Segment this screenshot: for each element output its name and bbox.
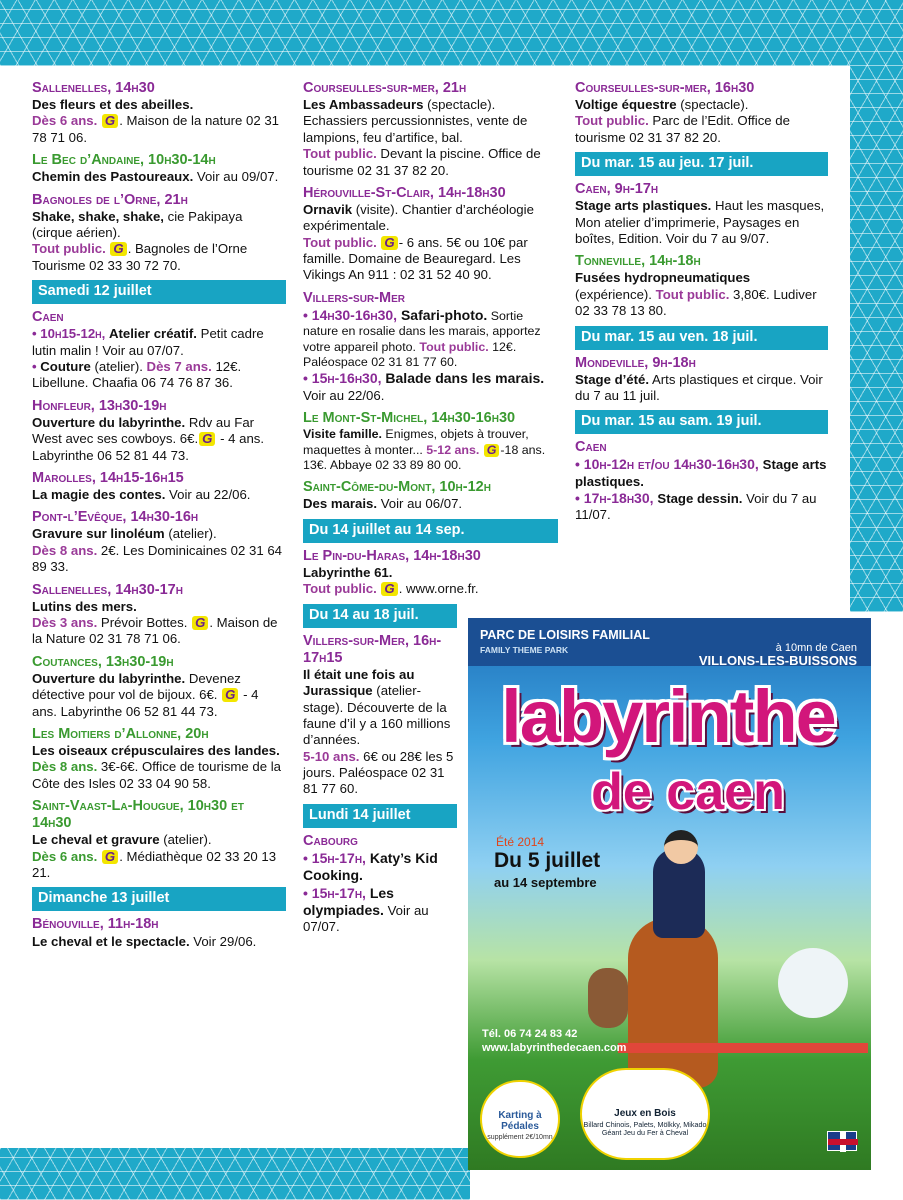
event: [303, 290, 558, 404]
ad-date-start: Du 5 juillet: [494, 849, 601, 872]
event-details: • 15h-17h, Katy’s Kid Cooking.: [303, 849, 438, 884]
event-details: Voltige équestre (spectacle). Tout public. Parc de l’Edit. Office de tourisme 02 31 37 82 20.: [575, 97, 790, 145]
event: [303, 479, 558, 512]
event: [575, 80, 828, 146]
column-3: [575, 80, 828, 530]
event-place: Sallenelles, 14h30: [32, 80, 155, 96]
event-place: Saint-Vaast-La-Hougue, 10h30 et 14h30: [32, 798, 244, 832]
ad-park-title: PARC DE LOISIRS FAMILIAL: [480, 628, 650, 642]
event: [32, 152, 286, 185]
event: [32, 798, 286, 881]
date-header: Lundi 14 juillet: [303, 804, 457, 828]
free-under-badge: G: [199, 432, 215, 446]
event-place: Pont-l’Evêque, 14h30-16h: [32, 509, 199, 526]
event-details: • 15h-17h, Les olympiades. Voir au 07/07.: [303, 884, 429, 935]
event: [303, 80, 558, 179]
free-under-badge: G: [222, 688, 238, 702]
date-header: Dimanche 13 juillet: [32, 887, 286, 911]
event-place: Caen, 9h-17h: [575, 181, 659, 198]
date-header: Du mar. 15 au jeu. 17 juil.: [575, 152, 828, 176]
event-place: Bénouville, 11h-18h: [32, 916, 159, 933]
event-place: Les Moitiers d’Allonne, 20h: [32, 725, 209, 742]
date-header: Du 14 au 18 juil.: [303, 604, 457, 628]
free-under-badge: G: [192, 616, 208, 630]
event-details: Des marais. Voir au 06/07.: [303, 496, 463, 512]
ad-logo-de-caen: de caen: [591, 763, 785, 821]
event: [32, 582, 286, 648]
event: [32, 509, 286, 575]
event-details: Chemin des Pastoureaux. Voir au 09/07.: [32, 169, 279, 185]
horse-illustration: [628, 918, 718, 1088]
event-details: Gravure sur linoléum (atelier). Dès 8 ans. 2€. Les Dominicaines 02 31 64 89 33.: [32, 526, 282, 575]
event: [32, 80, 286, 146]
decorative-pattern-top: [0, 0, 903, 66]
ad-season: Été 2014: [496, 835, 545, 849]
ad-park-subtitle: FAMILY THEME PARK: [480, 645, 569, 655]
event-details: • 14h30-16h30, Safari-photo. Sortie nature en rosalie dans les marais, apportez votre appareil photo. Tout public. 12€. Paléospace 02 31 81 77 60.: [303, 306, 541, 370]
free-under-badge: G: [484, 444, 500, 457]
event-details: Les Ambassadeurs (spectacle). Echassiers percussionnistes, vente de lampions, feu d’artifice, bal. Tout public. Devant la piscine. Office de tourisme 02 31 37 82 20.: [303, 97, 541, 178]
event-place: Villers-sur-Mer: [303, 289, 405, 306]
ad-date-end: au 14 septembre: [494, 875, 597, 890]
event-details: Le cheval et le spectacle. Voir 29/06.: [32, 933, 257, 949]
event-details: Ouverture du labyrinthe. Devenez détective pour vol de bijoux. 6€. G - 4 ans. Labyrinthe 06 52 81 44 73.: [32, 670, 259, 719]
event-details: Les oiseaux crépusculaires des landes. Dès 8 ans. 3€-6€. Office de tourisme de la Côte des Isles 02 33 04 90 58.: [32, 743, 281, 791]
event-details: Ouverture du labyrinthe. Rdv au Far West avec ses cowboys. 6€. G - 4 ans. Labyrinthe 06 52 81 44 73.: [32, 414, 265, 463]
decorative-pattern-right: [850, 0, 903, 612]
pegasus-illustration: [778, 948, 848, 1018]
event: [303, 833, 457, 936]
event: [575, 439, 828, 524]
event-details: Le cheval et gravure (atelier). Dès 6 ans. G . Médiathèque 02 33 20 13 21.: [32, 832, 277, 881]
event: [32, 726, 286, 792]
event: [32, 470, 286, 503]
event: [32, 916, 286, 949]
event-details: La magie des contes. Voir au 22/06.: [32, 487, 251, 503]
uk-flag-icon: [827, 1131, 857, 1151]
event-place: Caen: [32, 309, 64, 326]
ad-logo-labyrinthe: labyrinthe: [501, 675, 835, 758]
column-1: [32, 80, 286, 956]
event-details: • Couture (atelier). Dès 7 ans. 12€. Libellune. Chaafia 06 74 76 87 36.: [32, 359, 242, 391]
event-place: Tonneville, 14h-18h: [575, 253, 701, 270]
event-title: Des fleurs et des abeilles.: [32, 97, 194, 113]
event-place: Coutances, 13h30-19h: [32, 653, 174, 670]
event: [575, 181, 828, 247]
centaur-illustration: [588, 968, 628, 1028]
ad-location: VILLONS-LES-BUISSONS: [698, 653, 857, 668]
event-place: Cabourg: [303, 832, 358, 849]
event-details: Fusées hydropneumatiques (expérience). Tout public. 3,80€. Ludiver 02 33 78 13 80.: [575, 270, 817, 319]
event-details: • 10h-12h et/ou 14h30-16h30, Stage arts plastiques.: [575, 456, 827, 489]
free-under-badge: G: [102, 850, 118, 864]
labyrinthe-advertisement: [468, 618, 871, 1170]
free-under-badge: G: [102, 114, 118, 128]
free-under-badge: G: [110, 242, 126, 256]
rider-head-illustration: [664, 830, 698, 864]
event-details: Shake, shake, shake, cie Pakipaya (cirque aérien). Tout public. G . Bagnoles de l’Orne Tourisme 02 33 30 72 70.: [32, 208, 248, 273]
event-place: Caen: [575, 439, 607, 456]
event: [575, 253, 828, 319]
event-place: Courseulles-sur-mer, 16h30: [575, 80, 755, 96]
fence-illustration: [618, 1043, 868, 1053]
event-place: Saint-Côme-du-Mont, 10h-12h: [303, 479, 491, 496]
wooden-games-badge: Jeux en Bois Billard Chinois, Palets, Mölkky, Mikado Géant Jeu du Fer à Cheval: [580, 1068, 710, 1160]
event-details: Ornavik (visite). Chantier d’archéologie expérimentale. Tout public. G - 6 ans. 5€ ou 10€ par famille. Domaine de Beauregard. Les Vikings An 911 : 02 31 52 40 90.: [303, 202, 534, 283]
event-place: Marolles, 14h15-16h15: [32, 469, 184, 486]
ad-phone: Tél. 06 74 24 83 42: [482, 1028, 578, 1040]
date-header: Du mar. 15 au sam. 19 juil.: [575, 410, 828, 434]
event: [303, 633, 457, 798]
event-details: • 15h-16h30, Balade dans les marais. Voir au 22/06.: [303, 370, 545, 403]
event: [303, 410, 558, 473]
ad-website: www.labyrinthedecaen.com: [482, 1042, 627, 1054]
date-header: Du mar. 15 au ven. 18 juil.: [575, 326, 828, 350]
event-details: Il était une fois au Jurassique (atelier-stage). Découverte de la faune d’il y a 160 millions d’années. 5-10 ans. 6€ ou 28€ les 5 jours. Paléospace 02 31 81 77 60.: [303, 666, 454, 797]
event-place: Bagnoles de l’Orne, 21h: [32, 191, 188, 208]
free-under-badge: G: [381, 236, 397, 250]
event-details: • 10h15-12h, Atelier créatif. Petit cadre lutin malin ! Voir au 07/07.: [32, 326, 264, 358]
event-place: Honfleur, 13h30-19h: [32, 397, 167, 414]
event-place: Sallenelles, 14h30-17h: [32, 581, 183, 598]
event-place: Hérouville-St-Clair, 14h-18h30: [303, 184, 506, 201]
event-details: Lutins des mers. Dès 3 ans. Prévoir Bottes. G . Maison de la Nature 02 31 78 71 06.: [32, 598, 278, 647]
decorative-pattern-bottom: [0, 1148, 470, 1200]
event-place: Le Pin-du-Haras, 14h-18h30: [303, 547, 481, 564]
event-place: Courseulles-sur-mer, 21h: [303, 80, 467, 96]
ad-distance: à 10mn de Caen: [775, 642, 857, 654]
event-details: • 17h-18h30, Stage dessin. Voir du 7 au 11/07.: [575, 490, 817, 523]
free-under-badge: G: [381, 582, 397, 596]
event-place: Villers-sur-Mer, 16h-17h15: [303, 632, 442, 666]
karting-badge: Karting à Pédales supplément 2€/10mn: [480, 1080, 560, 1158]
event-details: Visite famille. Enigmes, objets à trouver, maquettes à monter... 5-12 ans. G -18 ans. 13€. Abbaye 02 33 89 80 00.: [303, 427, 546, 472]
event: [32, 309, 286, 392]
event-details: Stage d’été. Arts plastiques et cirque. Voir du 7 au 11 juil.: [575, 371, 823, 403]
event: [32, 398, 286, 464]
event-details: Dès 6 ans. G . Maison de la nature 02 31 78 71 06.: [32, 113, 280, 145]
event: [32, 654, 286, 720]
date-header: Samedi 12 juillet: [32, 280, 286, 304]
event: [32, 192, 286, 275]
event: [303, 185, 558, 284]
event-details: Labyrinthe 61. Tout public. G . www.orne.fr.: [303, 564, 479, 597]
event-details: Stage arts plastiques. Haut les masques, Mon atelier d’imprimerie, Paysages en boîtes, Edition. Voir du 7 au 9/07.: [575, 198, 825, 246]
event: [303, 548, 558, 598]
event: [575, 355, 828, 405]
date-header: Du 14 juillet au 14 sep.: [303, 519, 558, 543]
event-place: Le Bec d’Andaine, 10h30-14h: [32, 152, 216, 169]
event-place: Le Mont-St-Michel, 14h30-16h30: [303, 410, 516, 427]
event-place: Mondeville, 9h-18h: [575, 354, 696, 371]
